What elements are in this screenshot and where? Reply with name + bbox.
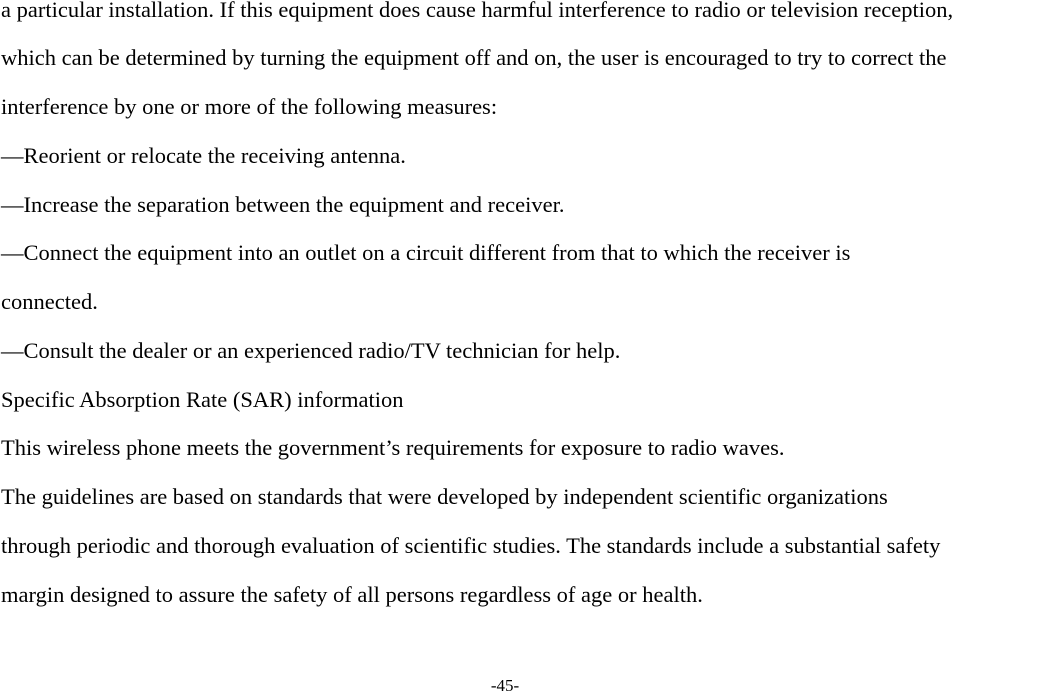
paragraph-line-measures-intro: interference by one or more of the following measures:: [1, 94, 498, 119]
paragraph-line-safety-margin: margin designed to assure the safety of all persons regardless of age or health.: [1, 582, 703, 607]
measure-item-reorient: —Reorient or relocate the receiving antenna.: [1, 143, 406, 168]
measure-item-connect-outlet: —Connect the equipment into an outlet on a circuit different from that to which the receiver is: [1, 240, 851, 265]
section-heading-sar: Specific Absorption Rate (SAR) information: [1, 387, 404, 412]
paragraph-line-guidelines: The guidelines are based on standards that were developed by independent scientific organizations: [1, 484, 888, 509]
measure-item-increase-separation: —Increase the separation between the equipment and receiver.: [1, 192, 565, 217]
paragraph-line-interference-correct: which can be determined by turning the equipment off and on, the user is encouraged to try to correct the: [1, 45, 947, 70]
paragraph-line-evaluation: through periodic and thorough evaluation of scientific studies. The standards include a substantial safety: [1, 533, 941, 558]
measure-item-connect-outlet-continued: connected.: [1, 289, 98, 314]
paragraph-line-sar-requirements: This wireless phone meets the government’s requirements for exposure to radio waves.: [1, 435, 785, 460]
measure-item-consult-dealer: —Consult the dealer or an experienced radio/TV technician for help.: [1, 338, 621, 363]
page-number: -45-: [490, 676, 520, 695]
paragraph-line-interference-intro: a particular installation. If this equipment does cause harmful interference to radio or television reception,: [1, 0, 954, 22]
